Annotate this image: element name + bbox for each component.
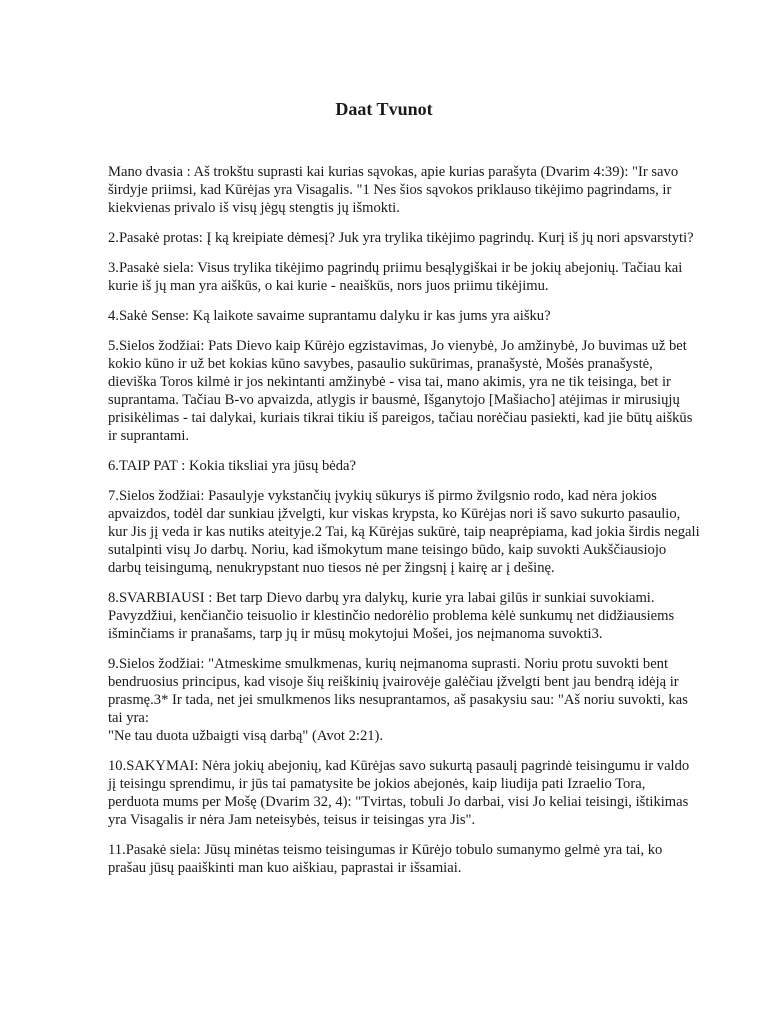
- paragraph-3: 3.Pasakė siela: Visus trylika tikėjimo pagrindų priimu besąlygiškai ir be jokių abejonių. Tačiau kai kurie iš jų man yra aiškūs, o kai kurie - neaiškūs, nors juos priimu tikėjimu.: [108, 260, 683, 294]
- paragraph-10: 10.SAKYMAI: Nėra jokių abejonių, kad Kūrėjas savo sukurtą pasaulį pagrindė teisingumu ir valdo jį teisingu sprendimu, ir jūs tai pamatysite be jokios abejonės, kaip liudija pati Izraelio Tora, perduota mums per Mošę (Dvarim 32, 4): "Tvirtas, tobuli Jo darbai, visi Jo keliai teisingi, ištikimas yra Visagalis ir nėra Jam neteisybės, teisus ir teisingas yra Jis".: [108, 758, 690, 828]
- paragraph-6: 6.TAIP PAT : Kokia tiksliai yra jūsų bėda?: [108, 458, 356, 474]
- paragraph-9: 9.Sielos žodžiai: "Atmeskime smulkmenas, kurių neįmanoma suprasti. Noriu protu suvokti bent bendruosius principus, kad visoje šių reiškinių įvairovėje galėčiau įžvelgti bent jau bendrą idėją ir prasmę.3* Ir tada, net jei smulkmenos liks nesuprantamos, aš pasakysiu sau: "Aš noriu suvokti, kas tai yra: "Ne tau duota užbaigti visą darbą" (Avot 2:21).: [108, 656, 688, 744]
- paragraph-2: 2.Pasakė protas: Į ką kreipiate dėmesį? Juk yra trylika tikėjimo pagrindų. Kurį iš jų nori apsvarstyti?: [108, 230, 694, 246]
- paragraph-8: 8.SVARBIAUSI : Bet tarp Dievo darbų yra dalykų, kurie yra labai gilūs ir sunkiai suvokiami. Pavyzdžiui, kenčiančio teisuolio ir klestinčio nedorėlio problema kėlė sunkumų net didžiausiems išminčiams ir pranašams, tarp jų ir mūsų mokytojui Mošei, jos neįmanoma suvokti3.: [108, 590, 675, 642]
- paragraph-5: 5.Sielos žodžiai: Pats Dievo kaip Kūrėjo egzistavimas, Jo vienybė, Jo amžinybė, Jo buvimas už bet kokio kūno ir už bet kokias kūno savybes, pasaulio sukūrimas, pranašystė, Mošės pranašystė, dieviška Toros kilmė ir jos nekintanti amžinybė - visa tai, mano akimis, yra ne tik teisinga, bet ir suprantama. Tačiau B-vo apvaizda, atlygis ir bausmė, Išganytojo [Mašiacho] atėjimas ir mirusiųjų prisikėlimas - tai dalykai, kuriais tikrai tikiu iš pareigos, tačiau norėčiau pasiekti, kad jie būtų aiškūs ir suprantami.: [108, 338, 693, 444]
- paragraph-intro: Mano dvasia : Aš trokštu suprasti kai kurias sąvokas, apie kurias parašyta (Dvarim 4:39): "Ir savo širdyje priimsi, kad Kūrėjas yra Visagalis. "1 Nes šios sąvokos priklauso tikėjimo pagrindams, ir kiekvienas privalo iš visų jėgų stengtis jų išmokti.: [108, 164, 679, 216]
- document-body: [108, 163, 700, 889]
- paragraph-7: 7.Sielos žodžiai: Pasaulyje vykstančių įvykių sūkurys iš pirmo žvilgsnio rodo, kad nėra jokios apvaizdos, todėl dar sunkiau įžvelgti, kur viskas krypsta, ko Kūrėjas nori iš savo sukurto pasaulio, kur Jis jį veda ir kas nutiks ateityje.2 Tai, ką Kūrėjas sukūrė, taip neaprėpiama, kad jokia širdis negali sutalpinti visų Jo darbų. Noriu, kad išmokytum mane teisingo būdo, kaip suvokti Aukščiausiojo darbų teisingumą, nenukrypstant nuo tiesos nė per žingsnį į kairę ar į dešinę.: [108, 488, 700, 576]
- document-title: Daat Tvunot: [335, 99, 433, 119]
- paragraph-11: 11.Pasakė siela: Jūsų minėtas teismo teisingumas ir Kūrėjo tobulo sumanymo gelmė yra tai, ko prašau jūsų paaiškinti man kuo aiškiau, paprastai ir išsamiai.: [108, 842, 663, 876]
- paragraph-4: 4.Sakė Sense: Ką laikote savaime suprantamu dalyku ir kas jums yra aišku?: [108, 308, 551, 324]
